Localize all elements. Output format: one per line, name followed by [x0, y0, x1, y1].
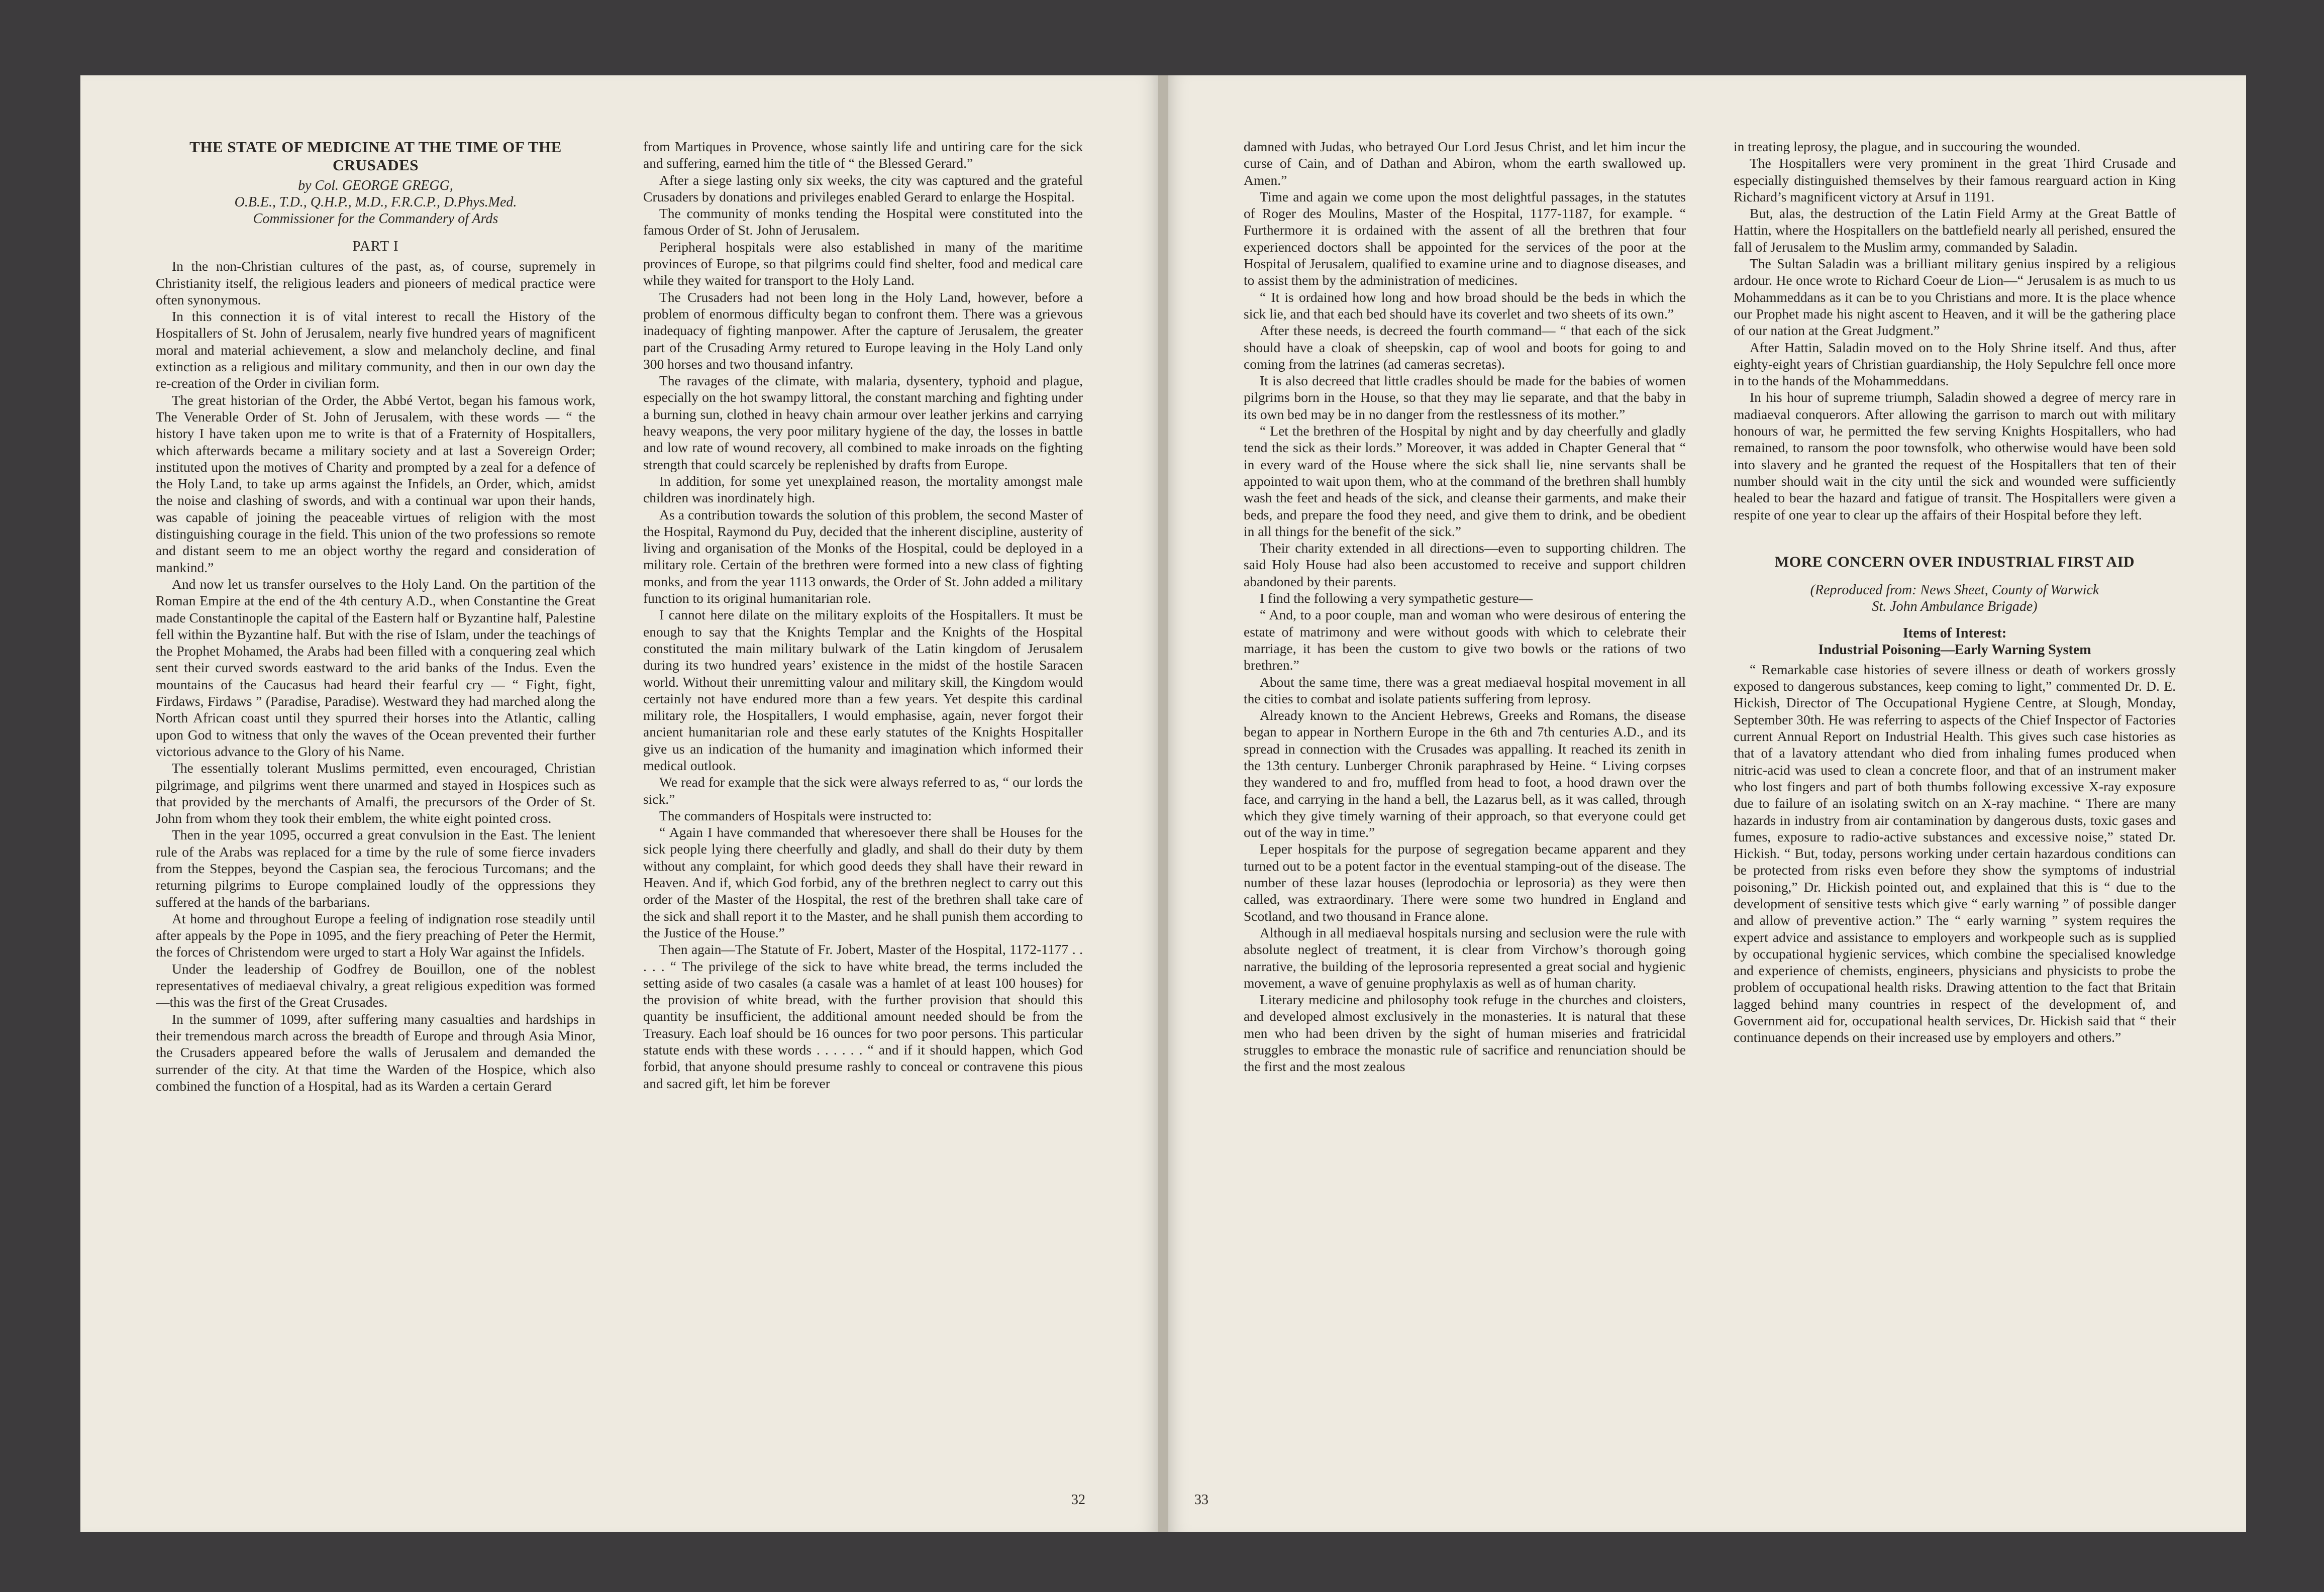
paragraph: Already known to the Ancient Hebrews, Greeks and Romans, the disease began to appear in Northern Europe in the 6th and 7th centuries A.D., and its spread in connection with the Crusades was appalling. It reached its zenith in the 13th century. Lunberger Chronik paraphrased by Heine. “ Living corpses they wandered to and fro, muffled from head to foot, a hood drawn over the face, and carrying in the hand a bell, the Lazarus bell, as it was called, through which they give timely warning of their approach, so that everyone could get out of the way in time.”: [1244, 707, 1686, 840]
left-column-2: [643, 138, 1083, 1464]
paragraph: Then again—The Statute of Fr. Jobert, Master of the Hospital, 1172-1177 . . . . . “ The privilege of the sick to have white bread, the terms included the setting aside of two casales (a casale was a hamlet of at least 100 houses) for the provision of white bread, with the further provision that should this quantity be insufficient, the additional amount needed should be from the Treasury. Each loaf should be 16 ounces for two poor persons. This particular statute ends with these words . . . . . . “ and if it should happen, which God forbid, that anyone should presume rashly to conceal or contravene this pious and sacred gift, let him be forever: [643, 941, 1083, 1091]
paragraph: The community of monks tending the Hospital were constituted into the famous Order of St. John of Jerusalem.: [643, 205, 1083, 238]
paragraph: The essentially tolerant Muslims permitted, even encouraged, Christian pilgrimage, and pilgrims went there unarmed and stayed in Hospices such as that provided by the merchants of Amalfi, the precursors of the Order of St. John from whom they took their emblem, the white eight pointed cross.: [156, 760, 595, 826]
paragraph: About the same time, there was a great mediaeval hospital movement in all the cities to combat and isolate patients suffering from leprosy.: [1244, 674, 1686, 706]
paragraph: “ Let the brethren of the Hospital by night and by day cheerfully and gladly tend the sick as their lords.” Moreover, it was added in Chapter General that “ in every ward of the House where the sick shall lie, nine servants shall be appointed to wait upon them, who at the command of the brethren shall humbly wash the feet and heads of the sick, and cleanse their garments, and make their beds, and prepare the food they need, and give them to drink, and be obedient in all things for the benefit of the sick.”: [1244, 423, 1686, 539]
paragraph: Their charity extended in all directions—even to supporting children. The said Holy House had also been accustomed to receive and support children abandoned by their parents.: [1244, 540, 1686, 589]
subheading-items: Items of Interest:: [1902, 625, 2007, 641]
left-column-1: [156, 138, 595, 1464]
paragraph: We read for example that the sick were always referred to as, “ our lords the sick.”: [643, 774, 1083, 807]
paragraph: After a siege lasting only six weeks, the city was captured and the grateful Crusaders by donations and privileges enabled Gerard to enlarge the Hospital.: [643, 172, 1083, 204]
paragraph: The Sultan Saladin was a brilliant military genius inspired by a religious ardour. He once wrote to Richard Coeur de Lion—“ Jerusalem is as much to us Mohammeddans as it can be to you Christians and more. It is the place whence our Prophet made his night ascent to Heaven, and it will be the gathering place of our nation at the Great Judgment.”: [1734, 256, 2176, 339]
paragraph: Under the leadership of Godfrey de Bouillon, one of the noblest representatives of mediaeval chivalry, a great religious expedition was formed—this was the first of the Great Crusades.: [156, 961, 595, 1010]
paragraph: The commanders of Hospitals were instructed to:: [659, 807, 932, 823]
right-column-1: [1244, 138, 1686, 1464]
paragraph: And now let us transfer ourselves to the Holy Land. On the partition of the Roman Empire at the end of the 4th century A.D., when Constantine the Great made Constantinople the capital of the Eastern half or Byzantine half, Palestine fell within the Byzantine half. But with the rise of Islam, under the teachings of the Prophet Mohamed, the Arabs had been filled with a conquering zeal which sent their curved swords eastward to the arid banks of the Indus. Even the mountains of the Caucasus had heard their fearful cry — “ Fight, fight, Firdaws, Firdaws ” (Paradise, Paradise). Westward they had marched along the North African coast until they spurred their horses into the Atlantic, calling upon God to witness that only the waves of the Ocean prevented their further victorious advance to the Glory of his Name.: [156, 576, 595, 759]
right-page-columns: [1244, 138, 2176, 1464]
paragraph: The ravages of the climate, with malaria, dysentery, typhoid and plague, especially on the hot swampy littoral, the constant marching and fighting under a burning sun, clothed in heavy chain armour over leather jerkins and carrying heavy weapons, the very poor military hygiene of the day, the losses in battle and low rate of wound recovery, all combined to make inroads on the fighting strength that could scarcely be replenished by drafts from Europe.: [643, 373, 1083, 472]
subheading-poisoning: Industrial Poisoning—Early Warning System: [1818, 642, 2091, 658]
paragraph: But, alas, the destruction of the Latin Field Army at the Great Battle of Hattin, where the Hospitallers on the battlefield nearly all perished, ensured the fall of Jerusalem to the Muslim army, commanded by Saladin.: [1734, 205, 2176, 255]
article-title: THE STATE OF MEDICINE AT THE TIME OF THE CRUSADES: [189, 138, 562, 174]
paragraph: “ Again I have commanded that wheresoever there shall be Houses for the sick people lying there cheerfully and gladly, and shall do their duty by them without any complaint, for which good deeds they shall have their reward in Heaven. And if, which God forbid, any of the brethren neglect to carry out this order of the Master of the Hospital, the rest of the brethren shall take care of the sick and shall report it to the Master, and he shall punish them according to the Justice of the House.”: [643, 824, 1083, 940]
paragraph: After these needs, is decreed the fourth command— “ that each of the sick should have a cloak of sheepskin, cap of wool and boots for going to and coming from the latrines (ad cameras secretas).: [1244, 323, 1686, 372]
paragraph: “ It is ordained how long and how broad should be the beds in which the sick lie, and that each bed should have its coverlet and two sheets of its own.”: [1244, 289, 1686, 322]
part-heading: PART I: [352, 238, 399, 254]
paragraph: I cannot here dilate on the military exploits of the Hospitallers. It must be enough to say that the Knights Templar and the Knights of the Hospital constituted the main military bulwark of the Latin kingdom of Jerusalem during its two hundred years’ existence in the midst of the hostile Saracen world. Without their unremitting valour and military skill, the Kingdom would certainly not have endured more than a few years. Yet despite this cardinal military role, the Hospitallers, I would emphasise, again, never forgot their ancient humanitarian role and these early statutes of the Knights Hospitaller give us an indication of the humanity and imagination which informed their medical outlook.: [643, 607, 1083, 773]
paragraph: damned with Judas, who betrayed Our Lord Jesus Christ, and let him incur the curse of Cain, and of Dathan and Abiron, whom the earth swallowed up. Amen.”: [1244, 139, 1686, 188]
paragraph: Time and again we come upon the most delightful passages, in the statutes of Roger des Moulins, Master of the Hospital, 1177-1187, for example. “ Furthermore it is ordained with the assent of all the brethren that four experienced doctors shall be appointed for the services of the poor at the Hospital of Jerusalem, qualified to examine urine and to diagnose diseases, and to assist them by the administration of medicines.: [1244, 188, 1686, 288]
section-title: MORE CONCERN OVER INDUSTRIAL FIRST AID: [1774, 553, 2135, 570]
paragraph: Leper hospitals for the purpose of segregation became apparent and they turned out to be a potent factor in the eventual stamping-out of the disease. The number of these lazar houses (leprodochia or leprosoria) as they were then called, was extraordinary. There were some two hundred in England and Scotland, and two thousand in France alone.: [1244, 841, 1686, 924]
paragraph: Peripheral hospitals were also established in many of the maritime provinces of Europe, so that pilgrims could find shelter, food and medical care while they waited for transport to the Holy Land.: [643, 239, 1083, 288]
repro-line-1: (Reproduced from: News Sheet, County of Warwick: [1810, 582, 2099, 598]
paragraph: In addition, for some yet unexplained reason, the mortality amongst male children was inordinately high.: [643, 473, 1083, 506]
paragraph: “ Remarkable case histories of severe illness or death of workers grossly exposed to dangerous substances, keep coming to light,” commented Dr. D. E. Hickish, Director of The Occupational Hygiene Centre, at Slough, Monday, September 30th. He was referring to aspects of the Chief Inspector of Factories current Annual Report on Industrial Health. This gives such case histories as that of a lavatory attendant who died from inhaling fumes produced when nitric-acid was used to clean a concrete floor, and that of an instrument maker who lost fingers and part of both thumbs following excessive X-ray exposure due to failure of an isolating switch on an X-ray machine. “ There are many hazards in industry from air contamination by dangerous dusts, toxic gases and fumes, exposure to radio-active substances and excessive noise,” stated Dr. Hickish. “ But, today, persons working under certain hazardous conditions can be protected from risks even before they show the symptoms of industrial poisoning,” Dr. Hickish pointed out, and explained that this is “ due to the development of sensitive tests which give “ early warning ” of possible danger and allow of preventive action.” The “ early warning ” system requires the expert advice and assistance to employers and workpeople such as is supplied by occupational hygienic services, which combine the specialised knowledge and experience of chemists, engineers, physicians and physicists to probe the problem of occupational health risks. Drawing attention to the fact that Britain lagged behind many countries in respect of the development of, and Government aid for, occupational health services, Dr. Hickish said that “ their continuance depends on their increased use by employers and others.”: [1734, 661, 2176, 1045]
paragraph: In this connection it is of vital interest to recall the History of the Hospitallers of St. John of Jerusalem, nearly five hundred years of magnificent moral and material achievement, a slow and melancholy decline, and final extinction as a religious and military community, and then in our own day the re-creation of the Order in civilian form.: [156, 308, 595, 391]
paragraph: The Crusaders had not been long in the Holy Land, however, before a problem of enormous difficulty began to confront them. There was a grievous inadequacy of fighting manpower. After the capture of Jerusalem, the greater part of the Crusading Army retured to Europe leaving in the Holy Land only 300 horses and two thousand infantry.: [643, 289, 1083, 372]
right-page: [1168, 75, 2246, 1532]
paragraph: In his hour of supreme triumph, Saladin showed a degree of mercy rare in madiaeval conquerors. After allowing the garrison to march out with military honours of war, he permitted the few serving Knights Hospitallers, who had remained, to ransom the poor townsfolk, who otherwise would have been sold into slavery and he granted the request of the Hospitallers that ten of their number should wait in the city until the sick and wounded were sufficiently healed to bear the hazard and fatigue of transit. The Hospitallers were given a respite of one year to clear up the affairs of their Hospital before they left.: [1734, 389, 2176, 522]
paragraph: The great historian of the Order, the Abbé Vertot, began his famous work, The Venerable Order of St. John of Jerusalem, with these words — “ the history I have taken upon me to write is that of a Fraternity of Hospitallers, which afterwards became a military society and at last a Sovereign Order; instituted upon the motives of Charity and prompted by a zeal for a defence of the Holy Land, to take up arms against the Infidels, an Order, which, amidst the noise and clashing of swords, and with a continual war upon their hands, was capable of joining the peaceable virtues of religion with the most distinguishing courage in the field. This union of the two professions so remote and distant seem to me an object worthy the regard and consideration of mankind.”: [156, 392, 595, 575]
paragraph: At home and throughout Europe a feeling of indignation rose steadily until after appeals by the Pope in 1095, and the fiery preaching of Peter the Hermit, the forces of Christendom were urged to start a Holy War against the Infidels.: [156, 910, 595, 960]
byline-author: by Col. GEORGE GREGG,: [298, 178, 453, 193]
right-column-2: [1734, 138, 2176, 1464]
paragraph: in treating leprosy, the plague, and in succouring the wounded.: [1734, 139, 2081, 154]
paragraph: Then in the year 1095, occurred a great convulsion in the East. The lenient rule of the Arabs was replaced for a time by the rule of some fierce invaders from the Steppes, beyond the Caspian sea, the ferocious Turcomans; and the returning pilgrims to Europe complained loudly of the oppressions they suffered at the hands of the barbarians.: [156, 827, 595, 910]
paragraph: As a contribution towards the solution of this problem, the second Master of the Hospital, Raymond du Puy, decided that the inherent discipline, austerity of living and organisation of the Monks of the Hospital, could be deployed in a military role. Certain of the brethren were formed into a new class of fighting monks, and from the year 1113 onwards, the Order of St. John added a military function to its original humanitarian role.: [643, 506, 1083, 606]
paragraph: Literary medicine and philosophy took refuge in the churches and cloisters, and developed almost exclusively in the monasteries. It is natural that these men who had been driven by the sight of human miseries and fratricidal struggles to embrace the monastic rule of sacrifice and renunciation should be the first and the most zealous: [1244, 992, 1686, 1075]
paragraph: After Hattin, Saladin moved on to the Holy Shrine itself. And thus, after eighty-eight years of Christian guardianship, the Holy Sepulchre fell once more in to the hands of the Mohammeddans.: [1734, 339, 2176, 389]
paragraph: In the summer of 1099, after suffering many casualties and hardships in their tremendous march across the breadth of Europe and through Asia Minor, the Crusaders appeared before the walls of Jerusalem and demanded the surrender of the city. At that time the Warden of the Hospice, which also combined the function of a Hospital, had as its Warden a certain Gerard: [156, 1011, 595, 1094]
paragraph: “ And, to a poor couple, man and woman who were desirous of entering the estate of matrimony and were without goods with which to celebrate their marriage, it has been the custom to give two bowls or the rations of two brethren.”: [1244, 607, 1686, 673]
paragraph: I find the following a very sympathetic gesture—: [1260, 590, 1533, 606]
left-page-columns: [156, 138, 1083, 1464]
paragraph: from Martiques in Provence, whose saintly life and untiring care for the sick and suffering, earned him the title of “ the Blessed Gerard.”: [643, 139, 1083, 171]
paragraph: The Hospitallers were very prominent in the great Third Crusade and especially distinguished themselves by their famous rearguard action in King Richard’s magnificent victory at Arsuf in 1191.: [1734, 155, 2176, 204]
page-number: 32: [1071, 1492, 1085, 1508]
repro-line-2: St. John Ambulance Brigade): [1872, 598, 2038, 614]
byline-credentials: O.B.E., T.D., Q.H.P., M.D., F.R.C.P., D.Phys.Med.: [234, 194, 517, 210]
page-number: 33: [1194, 1492, 1208, 1508]
byline-role: Commissioner for the Commandery of Ards: [253, 211, 498, 227]
paragraph: In the non-Christian cultures of the past, as, of course, supremely in Christianity itself, the religious leaders and pioneers of medical practice were often synonymous.: [156, 258, 595, 307]
paragraph: Although in all mediaeval hospitals nursing and seclusion were the rule with absolute neglect of treatment, it is clear from Virchow’s thorough going narrative, the building of the leprosoria represented a great social and hygienic movement, a wave of genuine prophylaxis as well as of human charity.: [1244, 924, 1686, 991]
reproduced-from-note: [1734, 582, 2176, 615]
paragraph: It is also decreed that little cradles should be made for the babies of women pilgrims born in the House, so that they may lie separate, and that the baby in its own bed may be in no danger from the restlessness of its mother.”: [1244, 373, 1686, 422]
book-gutter: [1158, 75, 1168, 1532]
left-page: [80, 75, 1158, 1532]
